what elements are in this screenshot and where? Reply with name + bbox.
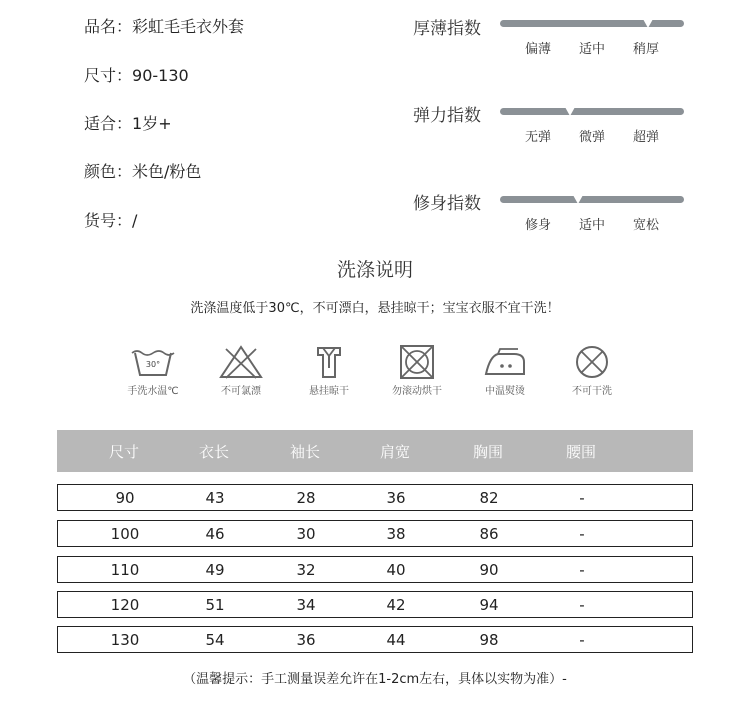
product-age-label: 适合： bbox=[84, 114, 133, 133]
no-dry-clean-icon bbox=[567, 344, 617, 380]
elasticity-option-slight: 微弹 bbox=[578, 130, 606, 145]
table-row bbox=[57, 556, 693, 583]
no-tumble-dry-icon bbox=[392, 344, 442, 380]
cell-chest: 82 bbox=[479, 489, 499, 507]
product-sku-label: 货号： bbox=[84, 211, 133, 230]
iron-medium-caption: 中温熨烫 bbox=[485, 386, 525, 397]
cell-shoulder: 38 bbox=[386, 525, 406, 543]
elasticity-index-title: 弹力指数 bbox=[413, 106, 481, 126]
cell-shoulder: 44 bbox=[386, 631, 406, 649]
table-row bbox=[57, 484, 693, 511]
hand-wash-temp: 30° bbox=[145, 360, 161, 369]
hand-wash-caption: 手洗水温℃ bbox=[127, 386, 179, 397]
thickness-index-title: 厚薄指数 bbox=[413, 19, 481, 39]
cell-sleeve: 36 bbox=[296, 631, 316, 649]
product-color-value: 米色/粉色 bbox=[132, 162, 202, 181]
product-size-row bbox=[84, 63, 189, 86]
cell-sleeve: 30 bbox=[296, 525, 316, 543]
hand-wash-icon bbox=[128, 344, 178, 380]
product-color-row bbox=[84, 159, 201, 182]
fit-option-slim: 修身 bbox=[524, 218, 552, 233]
thickness-option-medium: 适中 bbox=[578, 42, 606, 57]
thickness-option-thick: 稍厚 bbox=[632, 42, 660, 57]
cell-waist: - bbox=[579, 525, 585, 543]
cell-shoulder: 36 bbox=[386, 489, 406, 507]
thickness-index-bar bbox=[500, 20, 684, 27]
thickness-option-thin: 偏薄 bbox=[524, 42, 552, 57]
cell-length: 43 bbox=[205, 489, 225, 507]
cell-shoulder: 40 bbox=[386, 561, 406, 579]
product-sku-value: / bbox=[132, 211, 138, 230]
product-sku-row bbox=[84, 208, 137, 231]
cell-size: 110 bbox=[110, 561, 140, 579]
hang-dry-caption: 悬挂晾干 bbox=[309, 386, 349, 397]
cell-waist: - bbox=[579, 489, 585, 507]
hang-dry-icon bbox=[304, 344, 354, 380]
fit-index-marker bbox=[573, 195, 583, 204]
care-item-no-bleach bbox=[196, 344, 286, 397]
fit-option-loose: 宽松 bbox=[632, 218, 660, 233]
washing-note: 洗涤温度低于30℃，不可漂白，悬挂晾干；宝宝衣服不宜干洗！ bbox=[190, 301, 560, 316]
elasticity-option-super: 超弹 bbox=[632, 130, 660, 145]
header-shoulder: 肩宽 bbox=[379, 443, 411, 461]
cell-length: 49 bbox=[205, 561, 225, 579]
table-row bbox=[57, 626, 693, 653]
table-row bbox=[57, 520, 693, 547]
header-length: 衣长 bbox=[198, 443, 230, 461]
cell-waist: - bbox=[579, 631, 585, 649]
cell-size: 100 bbox=[110, 525, 140, 543]
header-size: 尺寸 bbox=[108, 443, 140, 461]
product-name-row bbox=[84, 14, 244, 37]
cell-chest: 98 bbox=[479, 631, 499, 649]
elasticity-option-none: 无弹 bbox=[524, 130, 552, 145]
cell-size: 120 bbox=[110, 596, 140, 614]
elasticity-index-marker bbox=[565, 107, 575, 116]
no-bleach-caption: 不可氯漂 bbox=[221, 386, 261, 397]
fit-index-bar bbox=[500, 196, 684, 203]
no-bleach-icon bbox=[216, 344, 266, 380]
elasticity-index-bar bbox=[500, 108, 684, 115]
table-row bbox=[57, 591, 693, 618]
care-item-no-tumble-dry bbox=[372, 344, 462, 397]
cell-size: 130 bbox=[110, 631, 140, 649]
cell-waist: - bbox=[579, 561, 585, 579]
fit-index-title: 修身指数 bbox=[413, 194, 481, 214]
cell-sleeve: 34 bbox=[296, 596, 316, 614]
washing-title: 洗涤说明 bbox=[336, 259, 413, 281]
care-item-no-dry-clean bbox=[547, 344, 637, 397]
cell-length: 54 bbox=[205, 631, 225, 649]
product-color-label: 颜色： bbox=[84, 162, 133, 181]
care-item-hang-dry bbox=[284, 344, 374, 397]
cell-chest: 94 bbox=[479, 596, 499, 614]
size-table-header bbox=[57, 430, 693, 472]
iron-medium-icon bbox=[480, 344, 530, 380]
product-age-row bbox=[84, 111, 172, 134]
product-name-label: 品名： bbox=[84, 17, 133, 36]
cell-length: 46 bbox=[205, 525, 225, 543]
header-sleeve: 袖长 bbox=[289, 443, 321, 461]
product-name-value: 彩虹毛毛衣外套 bbox=[132, 17, 245, 36]
cell-chest: 90 bbox=[479, 561, 499, 579]
cell-waist: - bbox=[579, 596, 585, 614]
cell-shoulder: 42 bbox=[386, 596, 406, 614]
product-size-value: 90-130 bbox=[132, 66, 189, 85]
no-dry-clean-caption: 不可干洗 bbox=[572, 386, 612, 397]
no-tumble-dry-caption: 勿滚动烘干 bbox=[392, 386, 442, 397]
cell-size: 90 bbox=[115, 489, 135, 507]
product-size-label: 尺寸： bbox=[84, 66, 133, 85]
thickness-index-marker bbox=[643, 19, 653, 28]
cell-sleeve: 32 bbox=[296, 561, 316, 579]
care-item-iron-medium bbox=[460, 344, 550, 397]
fit-option-regular: 适中 bbox=[578, 218, 606, 233]
header-chest: 胸围 bbox=[472, 443, 504, 461]
measurement-footnote: （温馨提示：手工测量误差允许在1-2cm左右，具体以实物为准）- bbox=[183, 672, 567, 687]
care-item-hand-wash bbox=[108, 344, 198, 397]
product-age-value: 1岁+ bbox=[132, 114, 172, 133]
cell-sleeve: 28 bbox=[296, 489, 316, 507]
header-waist: 腰围 bbox=[565, 443, 597, 461]
cell-length: 51 bbox=[205, 596, 225, 614]
cell-chest: 86 bbox=[479, 525, 499, 543]
